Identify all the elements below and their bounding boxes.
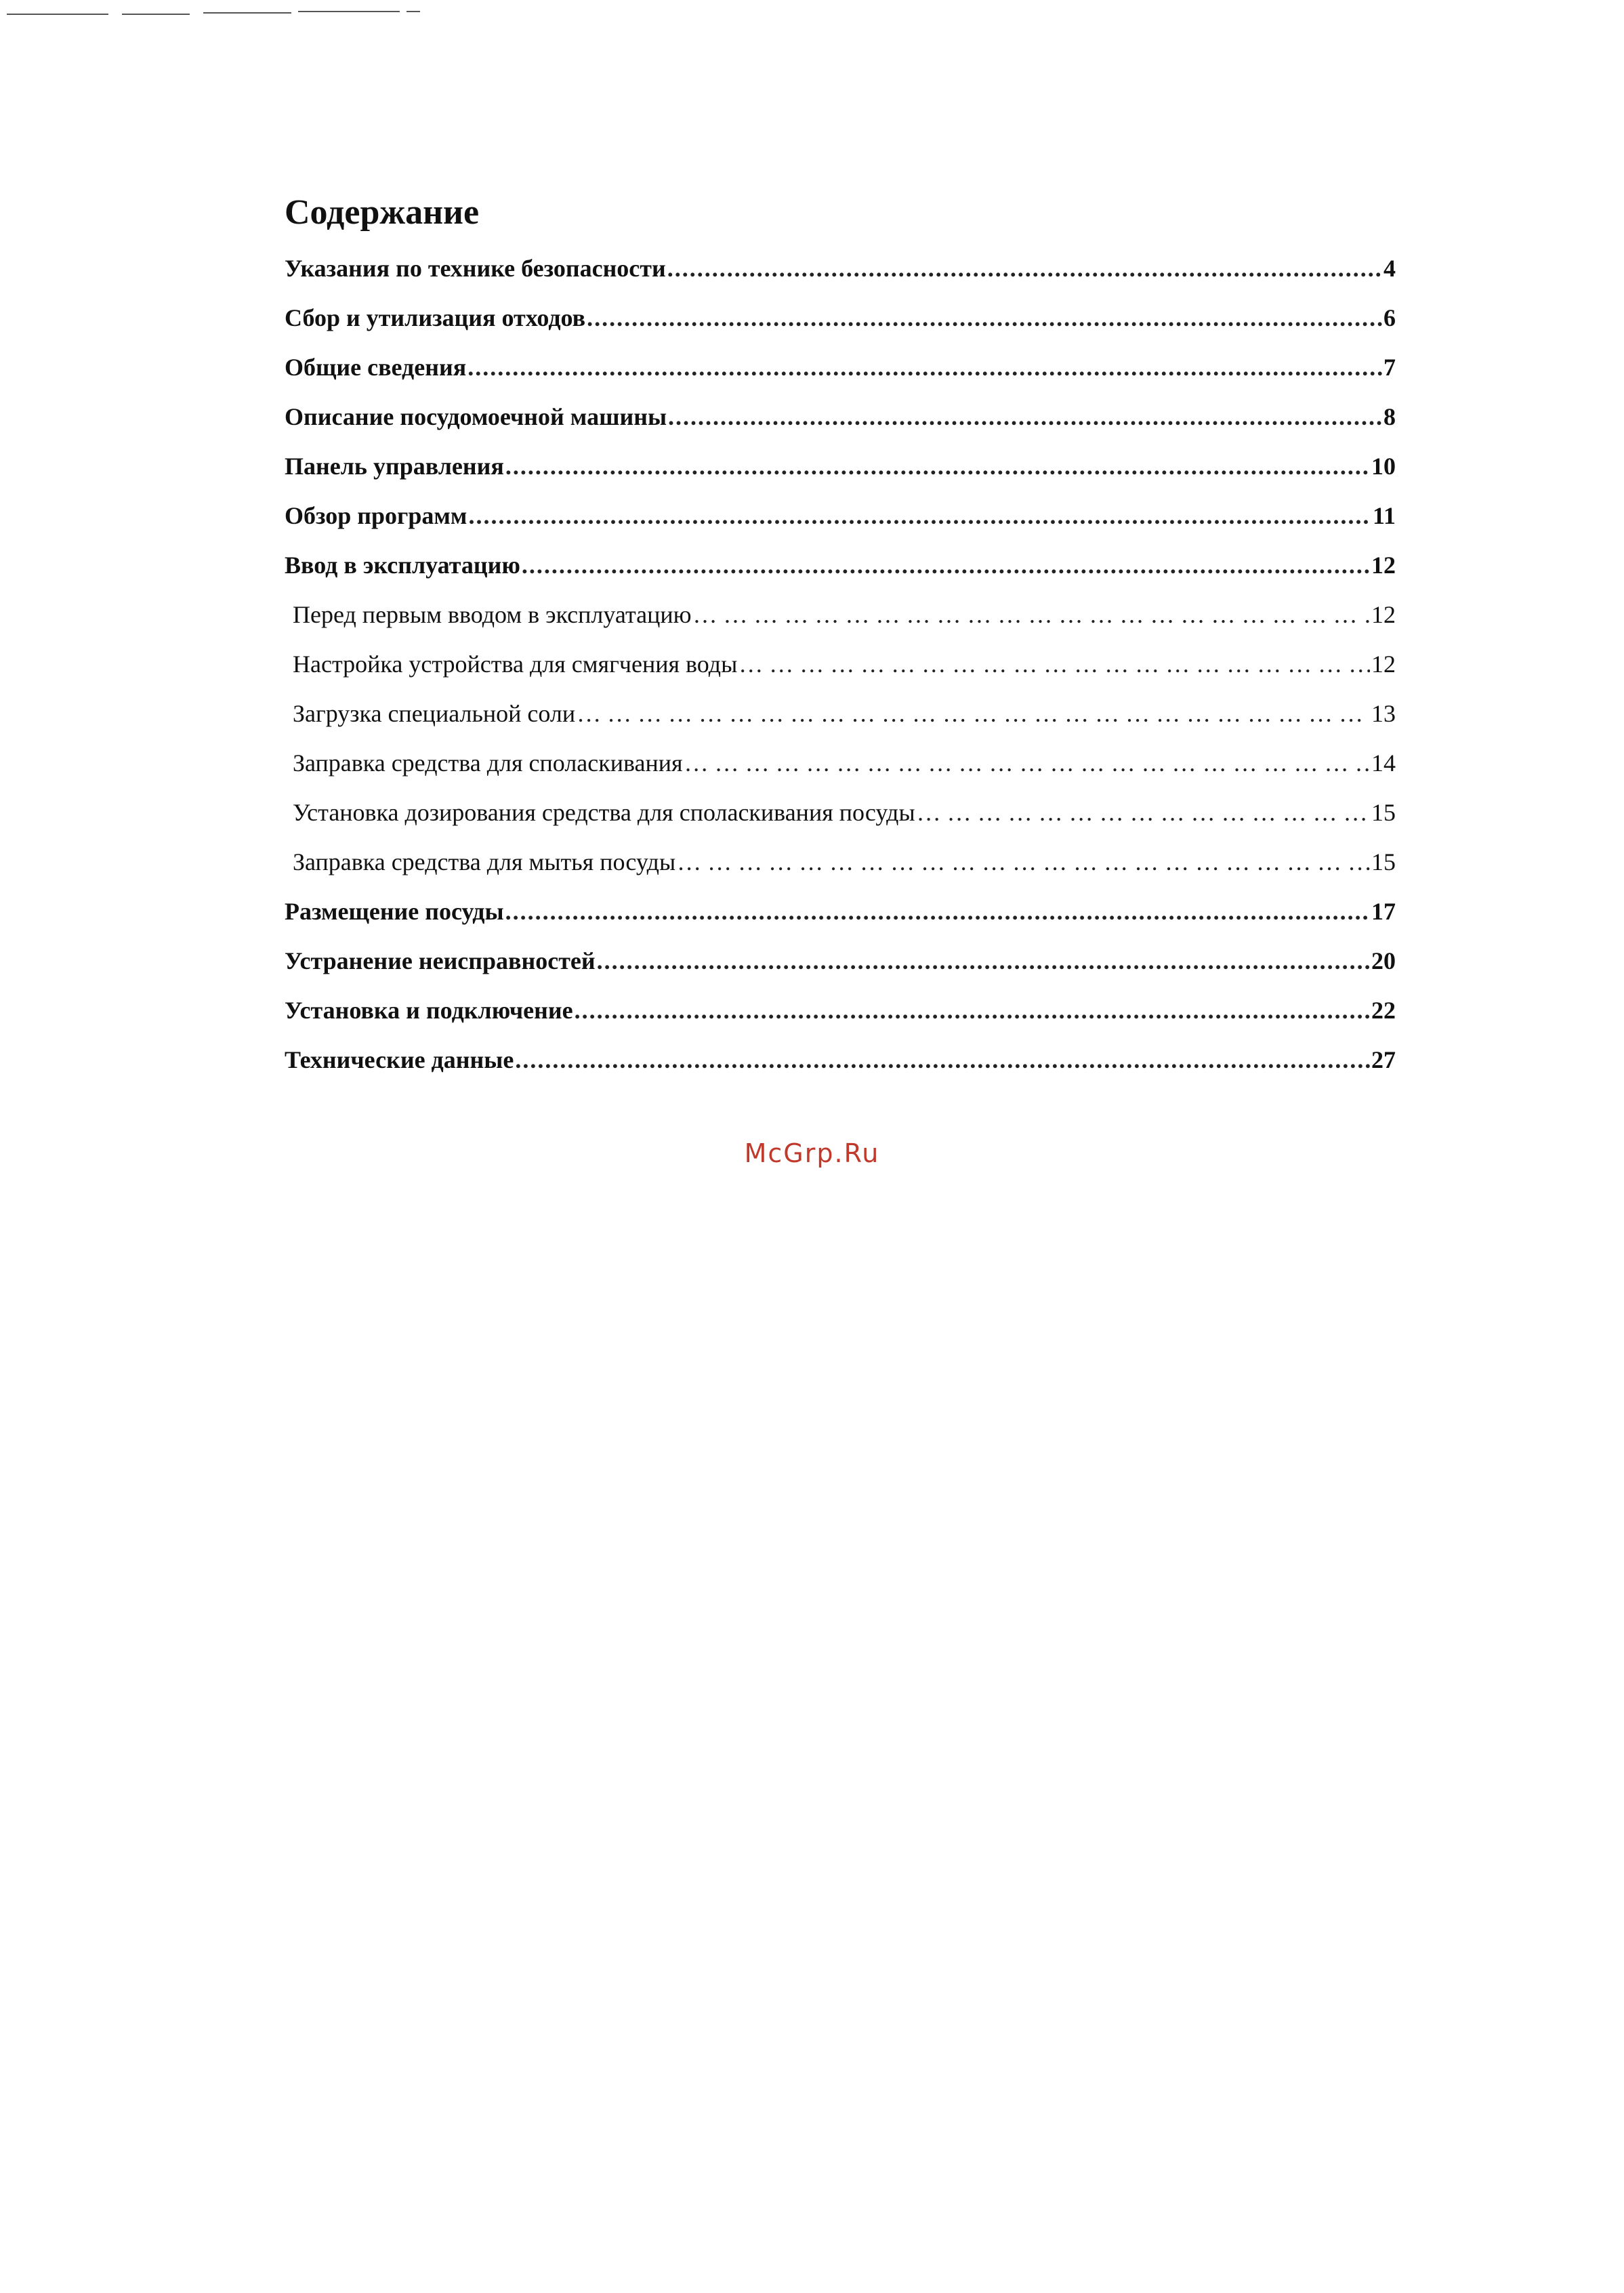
toc-entry[interactable]: [285, 355, 1396, 405]
toc-entry[interactable]: [285, 256, 1396, 306]
toc-leader-dots: [597, 949, 1370, 973]
toc-entry-label: Заправка средства для споласкивания: [293, 749, 683, 777]
toc-leader-dots: [468, 503, 1371, 528]
toc-page-number: 20: [1371, 947, 1396, 974]
toc-page-number: 6: [1383, 304, 1396, 331]
toc-page-number: 4: [1383, 255, 1396, 282]
toc-leader-dots: [677, 850, 1370, 874]
toc-subentry[interactable]: [285, 652, 1396, 701]
toc-page-number: 12: [1371, 601, 1396, 628]
scan-line: [298, 11, 400, 12]
toc-page-number: 14: [1371, 749, 1396, 777]
toc-leader-dots: [684, 751, 1370, 775]
toc-leader-dots: [917, 800, 1370, 825]
toc-entry-label: Панель управления: [285, 453, 504, 480]
toc-subentry[interactable]: [285, 701, 1396, 751]
toc-entry-label: Заправка средства для мытья посуды: [293, 848, 676, 875]
toc-leader-dots: [505, 454, 1370, 478]
toc-subentry[interactable]: [285, 602, 1396, 652]
toc-entry-label: Технические данные: [285, 1046, 514, 1073]
watermark[interactable]: McGrp.Ru: [744, 1138, 880, 1168]
toc-leader-dots: [575, 998, 1370, 1022]
toc-leader-dots: [505, 899, 1370, 924]
toc-leader-dots: [515, 1048, 1370, 1072]
toc-entry[interactable]: [285, 899, 1396, 949]
scan-line: [7, 14, 108, 15]
toc-page-number: 12: [1371, 552, 1396, 579]
toc-page-number: 10: [1371, 453, 1396, 480]
toc-entry-label: Общие сведения: [285, 354, 467, 381]
toc-subentry[interactable]: [285, 800, 1396, 850]
toc-leader-dots: [667, 256, 1382, 281]
toc-entry-label: Загрузка специальной соли: [293, 700, 576, 727]
toc-page-number: 15: [1371, 799, 1396, 826]
toc-leader-dots: [522, 553, 1370, 577]
toc-entry-label: Перед первым вводом в эксплуатацию: [293, 601, 692, 628]
toc-leader-dots: [693, 602, 1370, 627]
scan-artifact-lines: [0, 0, 474, 20]
toc-entry-label: Размещение посуды: [285, 898, 504, 925]
toc-page-number: 7: [1383, 354, 1396, 381]
toc-entry[interactable]: [285, 503, 1396, 553]
toc-leader-dots: [577, 701, 1370, 726]
toc-leader-dots: [467, 355, 1382, 379]
scan-line: [407, 11, 420, 12]
toc-entry-label: Указания по технике безопасности: [285, 255, 666, 282]
toc-subentry[interactable]: [285, 850, 1396, 899]
toc-entry[interactable]: [285, 405, 1396, 454]
toc-entry-label: Устранение неисправностей: [285, 947, 596, 974]
table-of-contents: [285, 256, 1396, 1097]
toc-subentry[interactable]: [285, 751, 1396, 800]
toc-page-number: 8: [1383, 403, 1396, 430]
toc-entry[interactable]: [285, 306, 1396, 355]
toc-entry-label: Установка и подключение: [285, 997, 573, 1024]
toc-title: Содержание: [285, 193, 480, 232]
toc-page-number: 22: [1371, 997, 1396, 1024]
toc-entry-label: Настройка устройства для смягчения воды: [293, 650, 738, 678]
toc-entry-label: Обзор программ: [285, 502, 467, 529]
toc-page-number: 12: [1371, 650, 1396, 678]
toc-entry[interactable]: [285, 1048, 1396, 1097]
toc-page-number: 11: [1372, 502, 1396, 529]
toc-page-number: 27: [1371, 1046, 1396, 1073]
toc-entry[interactable]: [285, 998, 1396, 1048]
toc-page-number: 13: [1371, 700, 1396, 727]
toc-entry-label: Описание посудомоечной машины: [285, 403, 667, 430]
toc-leader-dots: [587, 306, 1382, 330]
toc-entry[interactable]: [285, 454, 1396, 503]
toc-page-number: 15: [1371, 848, 1396, 875]
scan-line: [203, 12, 291, 14]
toc-entry-label: Установка дозирования средства для споласкивания посуды: [293, 799, 915, 826]
toc-page-number: 17: [1371, 898, 1396, 925]
toc-entry-label: Сбор и утилизация отходов: [285, 304, 586, 331]
toc-entry[interactable]: [285, 553, 1396, 602]
toc-leader-dots: [738, 652, 1370, 676]
toc-leader-dots: [668, 405, 1382, 429]
toc-entry-label: Ввод в эксплуатацию: [285, 552, 520, 579]
scan-line: [122, 14, 190, 15]
toc-entry[interactable]: [285, 949, 1396, 998]
